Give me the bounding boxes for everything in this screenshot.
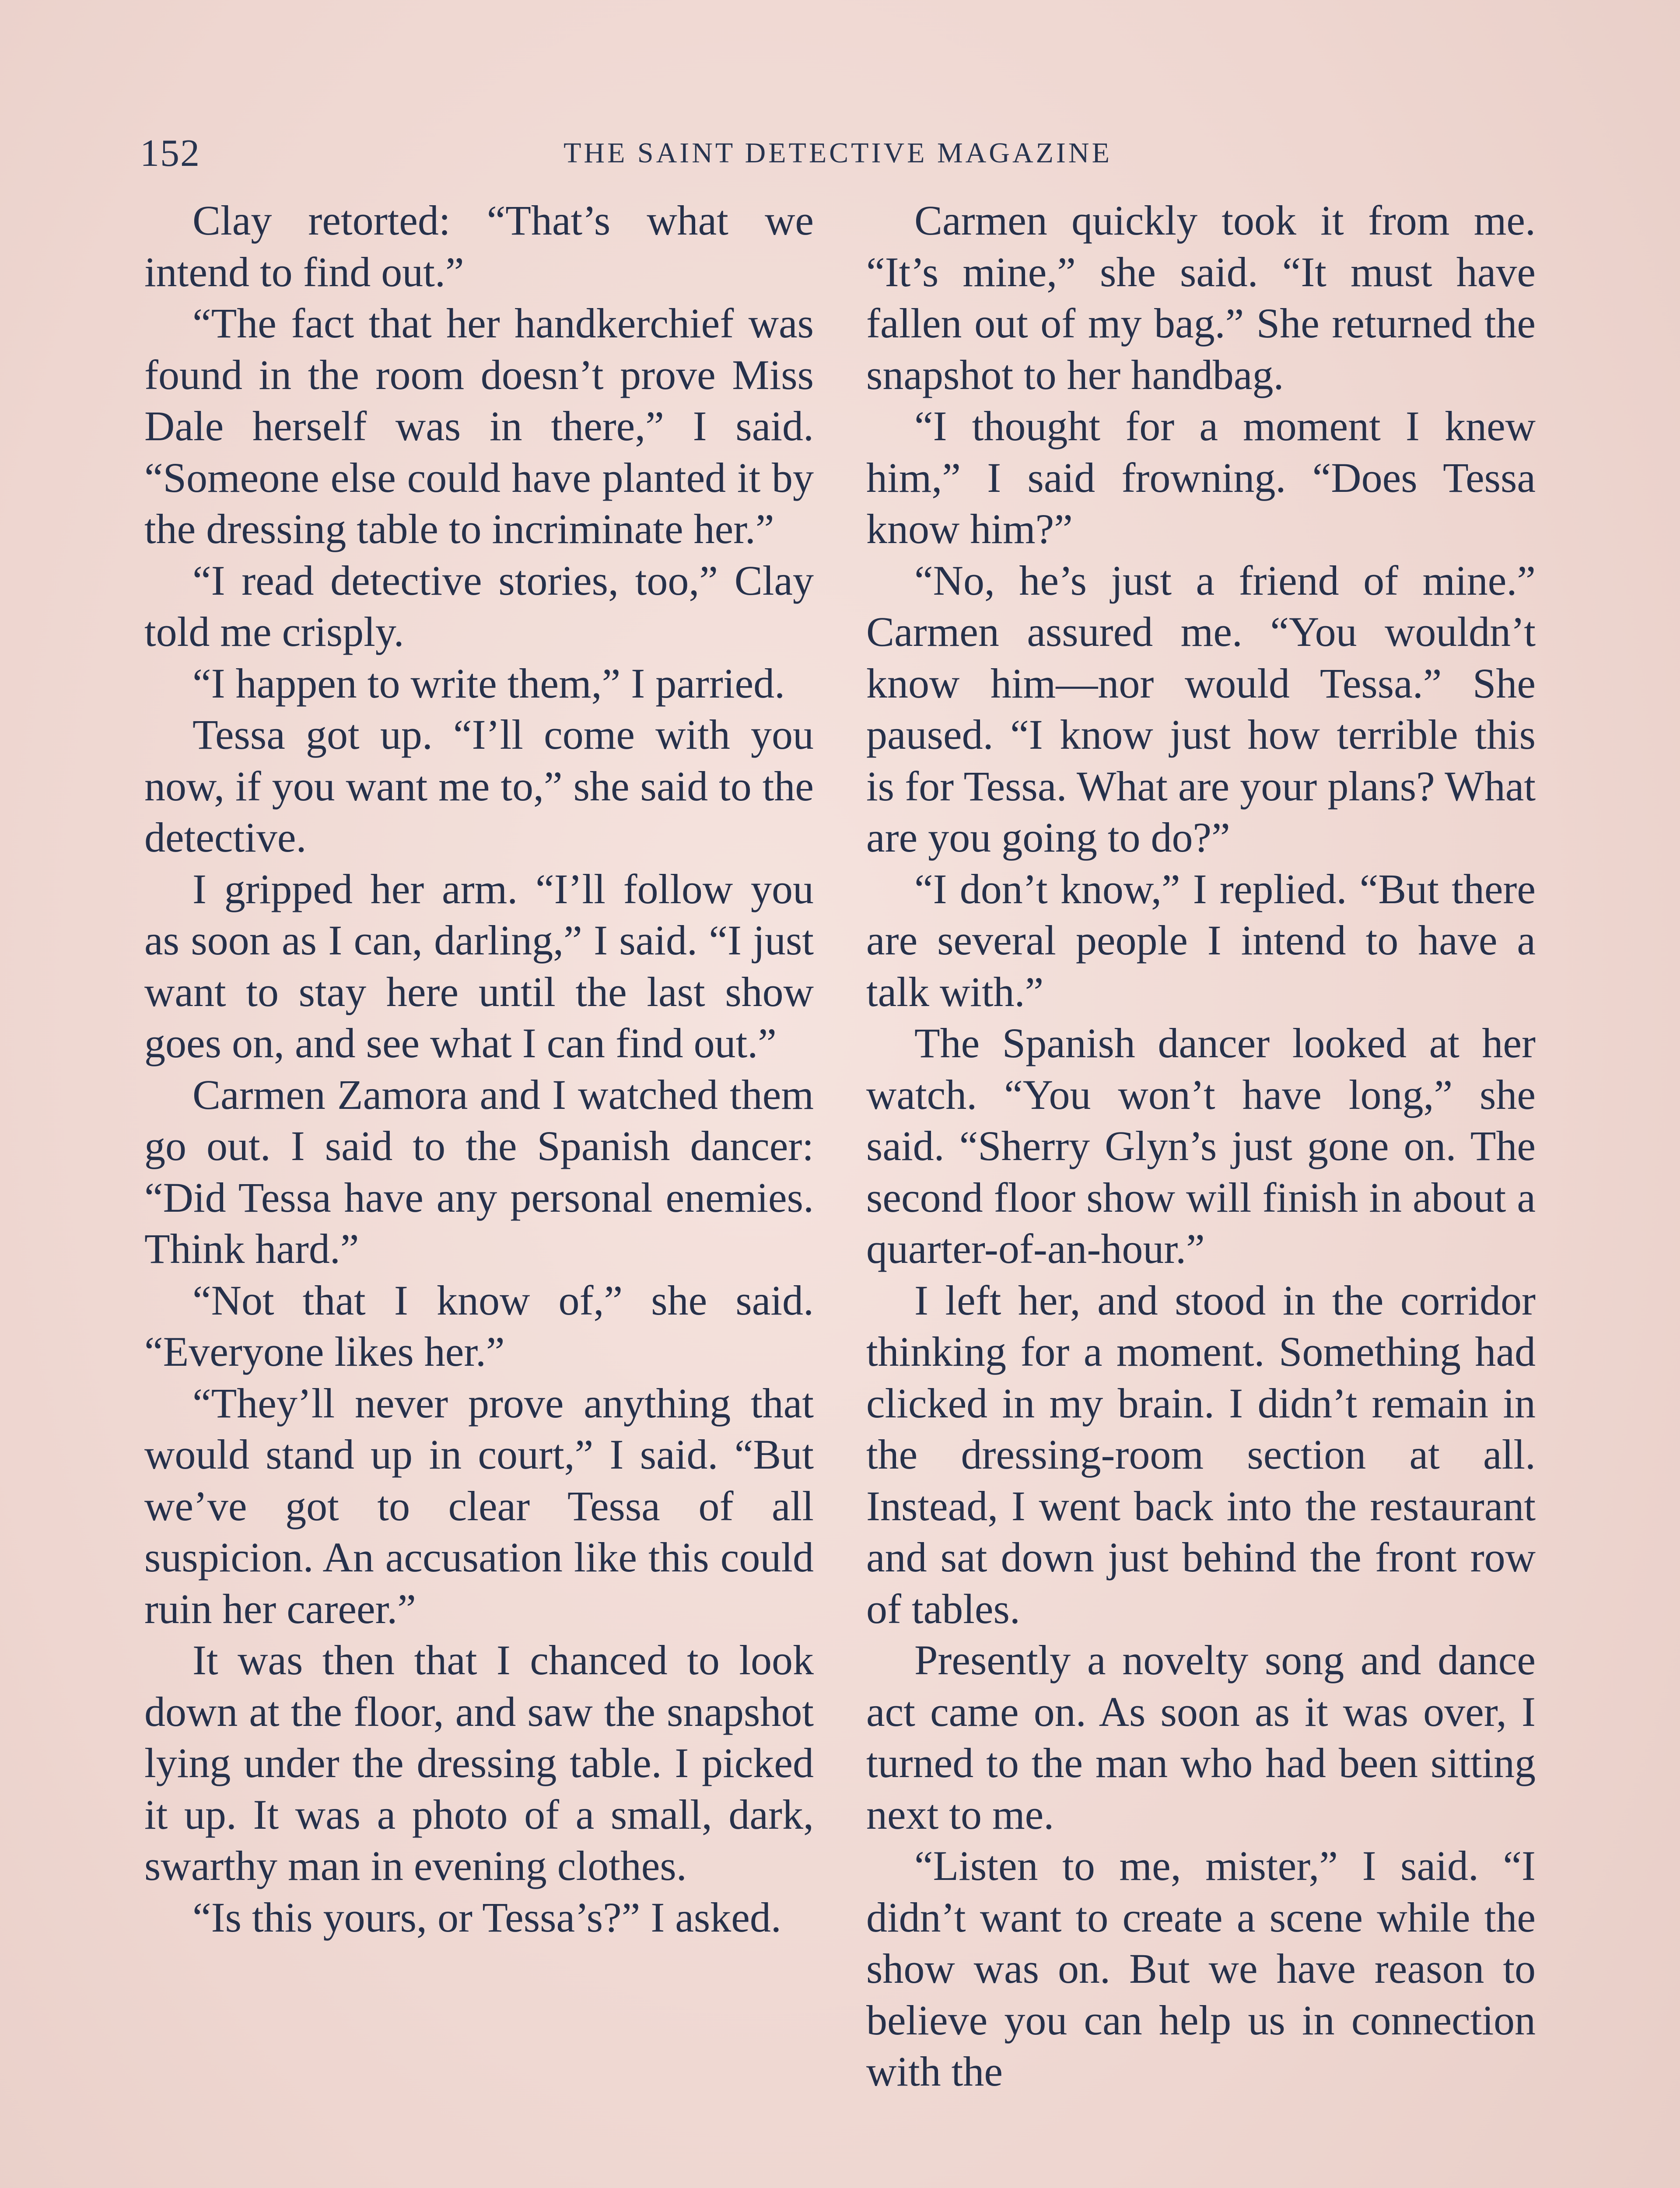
paragraph: I left her, and stood in the corridor thinking for a moment. Something had clicked in my brain. I didn’t remain in the dressing-room section at all. Instead, I went back into the restaurant and sat down just behind the front row of tables. (866, 1276, 1536, 1632)
paragraph: “No, he’s just a friend of mine.” Carmen assured me. “You wouldn’t know him—nor would Tessa.” She paused. “I know just how terrible this is for Tessa. What are your plans? What are you going to do?” (866, 557, 1536, 861)
page-number: 152 (140, 132, 200, 175)
paragraph: Carmen quickly took it from me. “It’s mine,” she said. “It must have fallen out of my bag.” She returned the snapshot to her handbag. (866, 197, 1536, 398)
paragraph: “I happen to write them,” I parried. (192, 659, 785, 707)
paragraph: “They’ll never prove anything that would stand up in court,” I said. “But we’ve got to clear Tessa of all suspicion. An accusation like this could ruin her career.” (144, 1379, 814, 1632)
paragraph: “Is this yours, or Tessa’s?” I asked. (192, 1893, 781, 1941)
paragraph: “Not that I know of,” she said. “Everyone likes her.” (144, 1276, 814, 1375)
right-column (866, 195, 1536, 2097)
paragraph: “Listen to me, mister,” I said. “I didn’t want to create a scene while the show was on. But we have reason to believe you can help us in connection with the (866, 1842, 1536, 2095)
paragraph: Carmen Zamora and I watched them go out. I said to the Spanish dancer: “Did Tessa have any personal enemies. Think hard.” (144, 1071, 814, 1272)
paragraph: Tessa got up. “I’ll come with you now, if you want me to,” she said to the detective. (144, 711, 814, 861)
paragraph: “I don’t know,” I replied. “But there are several people I intend to have a talk with.” (866, 865, 1536, 1015)
paragraph: “I thought for a moment I knew him,” I said frowning. “Does Tessa know him?” (866, 403, 1536, 552)
paragraph: It was then that I chanced to look down at the floor, and saw the snapshot lying under the dressing table. I picked it up. It was a photo of a small, dark, swarthy man in evening clothes. (144, 1637, 814, 1889)
paragraph: Clay retorted: “That’s what we intend to find out.” (144, 197, 814, 295)
page-header (140, 131, 1536, 179)
paragraph: “I read detective stories, too,” Clay told me crisply. (144, 557, 814, 655)
paragraph: “The fact that her handkerchief was found in the room doesn’t prove Miss Dale herself was in there,” I said. “Someone else could have planted it by the dressing table to incriminate her.” (144, 300, 814, 552)
running-title: THE SAINT DETECTIVE MAGAZINE (564, 137, 1112, 169)
left-column (144, 195, 814, 1943)
paragraph: Presently a novelty song and dance act came on. As soon as it was over, I turned to the man who had been sitting next to me. (866, 1637, 1536, 1838)
paragraph: The Spanish dancer looked at her watch. “You won’t have long,” she said. “Sherry Glyn’s just gone on. The second floor show will finish in about a quarter-of-an-hour.” (866, 1020, 1536, 1272)
paragraph: I gripped her arm. “I’ll follow you as soon as I can, darling,” I said. “I just want to stay here until the last show goes on, and see what I can find out.” (144, 865, 814, 1066)
